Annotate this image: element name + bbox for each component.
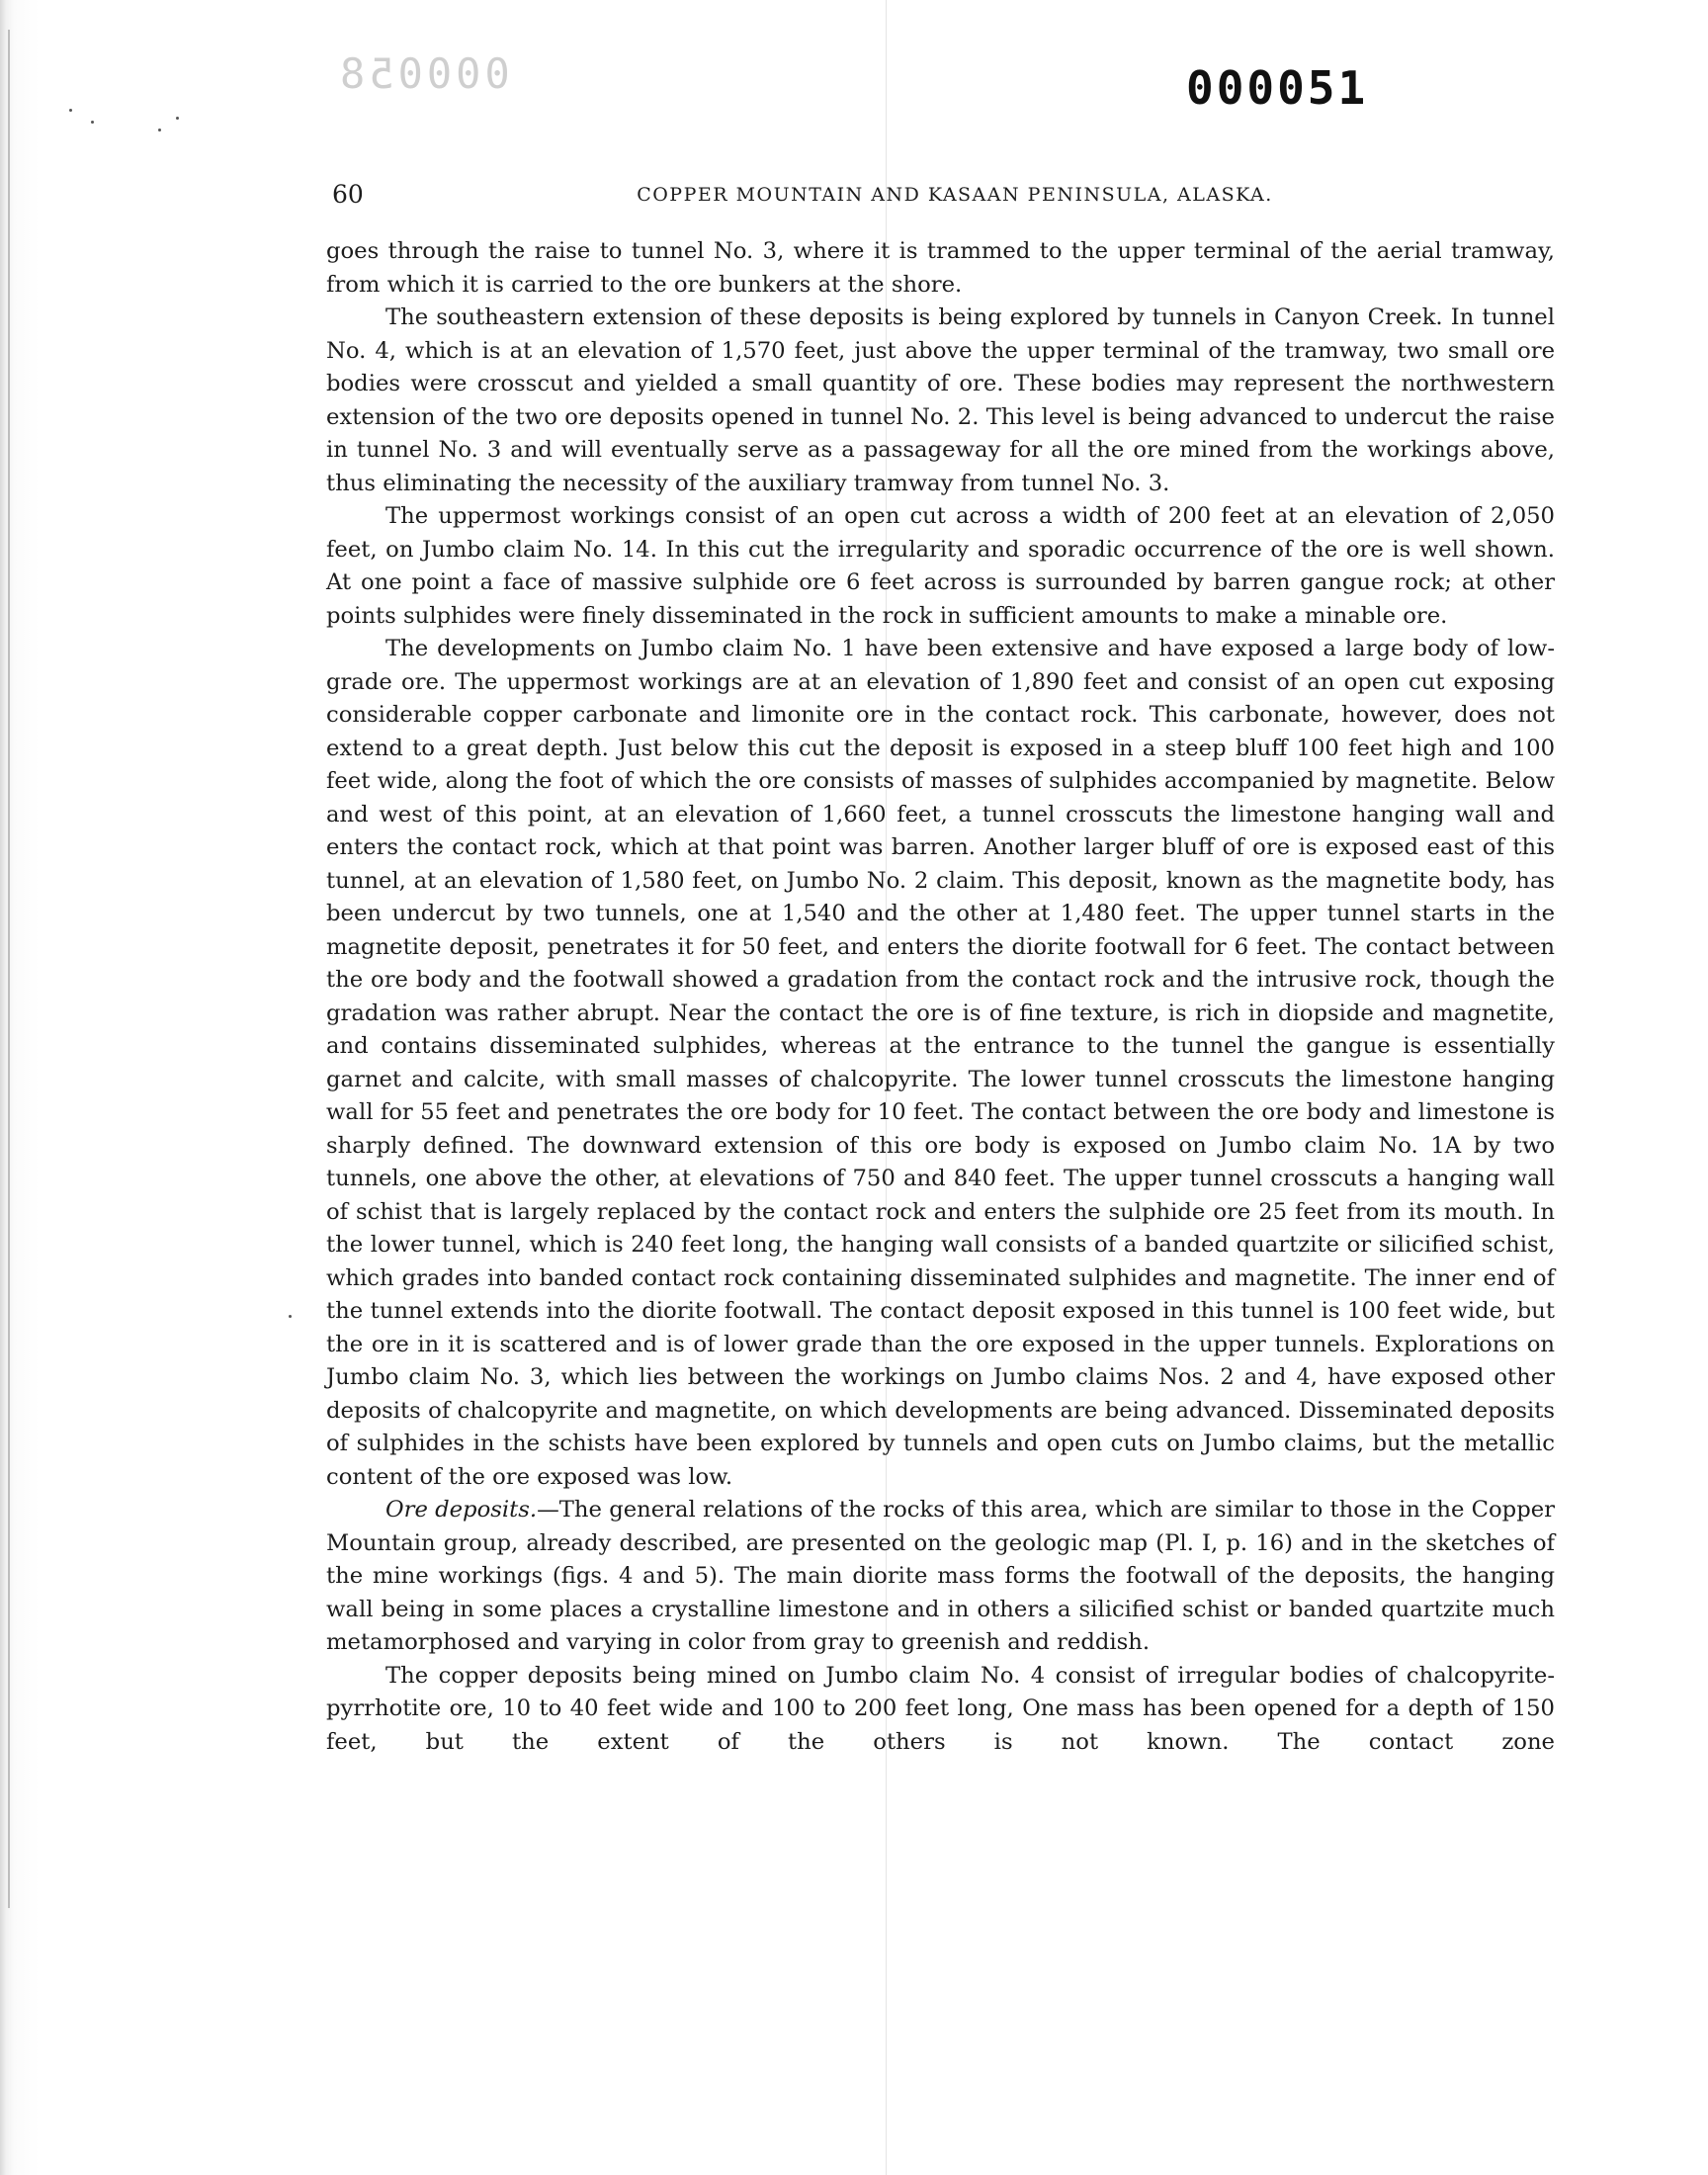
scan-speck bbox=[158, 129, 161, 131]
page-number: 60 bbox=[332, 180, 364, 209]
paragraph: The southeastern extension of these deposits is being explored by tunnels in Canyon Creek. In tunnel No. 4, which is at an elevation of 1,570 feet, just above the upper terminal of the tramway, two small ore bodies were crosscut and yielded a small quantity of ore. These bodies may represent the northwestern extension of the two ore deposits opened in tunnel No. 2. This level is being advanced to undercut the raise in tunnel No. 3 and will eventually serve as a passageway for all the ore mined from the workings above, thus eliminating the necessity of the auxiliary tramway from tunnel No. 3. bbox=[326, 304, 1555, 496]
section-text: —The general relations of the rocks of this area, which are similar to those in the Copper Mountain group, already described, are presented on the geologic map (Pl. I, p. 16) and in the sketches of the mine workings (figs. 4 and 5). The main diorite mass forms the footwall of the deposits, the hanging wall being in some places a crystalline limestone and in others a silicified schist or banded quartzite much metamorphosed and varying in color from gray to greenish and reddish. bbox=[326, 1497, 1555, 1655]
mirrored-bates-stamp: 000058 bbox=[336, 49, 510, 98]
scan-speck bbox=[91, 121, 94, 124]
page-edge-shadow bbox=[8, 30, 10, 1908]
scan-speck bbox=[176, 117, 179, 120]
bates-number-stamp: 000051 bbox=[1186, 61, 1369, 115]
paragraph: The developments on Jumbo claim No. 1 have been extensive and have exposed a large body of low-grade ore. The uppermost workings are at an elevation of 1,890 feet and consist of an open cut exposing considerable copper carbonate and limonite ore in the contact rock. This carbonate, however, does not extend to a great depth. Just below this cut the deposit is exposed in a steep bluff 100 feet high and 100 feet wide, along the foot of which the ore consists of masses of sulphides accompanied by magnetite. Below and west of this point, at an elevation of 1,660 feet, a tunnel crosscuts the limestone hanging wall and enters the contact rock, which at that point was barren. Another larger bluff of ore is exposed east of this tunnel, at an elevation of 1,580 feet, on Jumbo No. 2 claim. This deposit, known as the magnetite body, has been undercut by two tunnels, one at 1,540 and the other at 1,480 feet. The upper tunnel starts in the magnetite deposit, penetrates it for 50 feet, and enters the diorite footwall for 6 feet. The contact between the ore body and the footwall showed a gradation from the contact rock and the intrusive rock, though the gradation was rather abrupt. Near the contact the ore is of fine texture, is rich in diopside and magnetite, and contains disseminated sulphides, whereas at the entrance to the tunnel the gangue is essentially garnet and calcite, with small masses of chalcopyrite. The lower tunnel crosscuts the limestone hanging wall for 55 feet and penetrates the ore body for 10 feet. The contact between the ore body and limestone is sharply defined. The downward extension of this ore body is exposed on Jumbo claim No. 1A by two tunnels, one above the other, at elevations of 750 and 840 feet. The upper tunnel crosscuts a hanging wall of schist that is largely replaced by the contact rock and enters the sulphide ore 25 feet from its mouth. In the lower tunnel, which is 240 feet long, the hanging wall consists of a banded quartzite or silicified schist, which grades into banded contact rock containing disseminated sulphides and magnetite. The inner end of the tunnel extends into the diorite footwall. The contact deposit exposed in this tunnel is 100 feet wide, but the ore in it is scattered and is of lower grade than the ore exposed in the upper tunnels. Explorations on Jumbo claim No. 3, which lies between the workings on Jumbo claims Nos. 2 and 4, have exposed other deposits of chalcopyrite and magnetite, on which developments are being advanced. Disseminated deposits of sulphides in the schists have been explored by tunnels and open cuts on Jumbo claims, but the metallic content of the ore exposed was low. bbox=[326, 636, 1555, 1490]
section-lead-in: Ore deposits. bbox=[385, 1497, 538, 1522]
paragraph-ore-deposits bbox=[326, 1494, 1555, 1660]
paragraph-continued: goes through the raise to tunnel No. 3, where it is trammed to the upper terminal of the aerial tramway, from which it is carried to the ore bunkers at the shore. bbox=[326, 238, 1555, 298]
scan-speck bbox=[69, 109, 72, 112]
paragraph: The copper deposits being mined on Jumbo claim No. 4 consist of irregular bodies of chalcopyrite-pyrrhotite ore, 10 to 40 feet wide and 100 to 200 feet long, One mass has been opened for a depth of 150 feet, but the extent of the others is not known. The contact zone bbox=[326, 1662, 1555, 1755]
running-title: COPPER MOUNTAIN AND KASAAN PENINSULA, ALASKA. bbox=[637, 184, 1273, 206]
body-text bbox=[326, 235, 1555, 1759]
running-header bbox=[332, 180, 1558, 214]
scan-speck bbox=[289, 1315, 292, 1318]
paragraph: The uppermost workings consist of an open cut across a width of 200 feet at an elevation of 2,050 feet, on Jumbo claim No. 14. In this cut the irregularity and sporadic occurrence of the ore is well shown. At one point a face of massive sulphide ore 6 feet across is surrounded by barren gangue rock; at other points sulphides were finely disseminated in the rock in sufficient amounts to make a minable ore. bbox=[326, 503, 1555, 629]
